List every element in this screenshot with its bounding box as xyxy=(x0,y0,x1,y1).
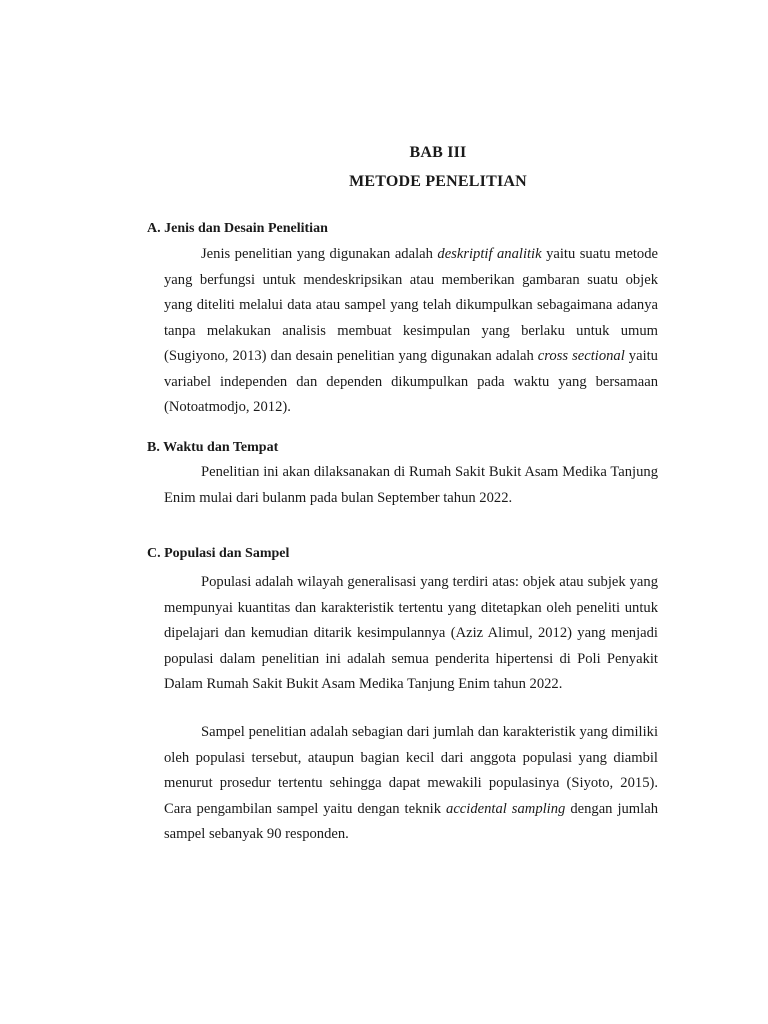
paragraph-sampel xyxy=(164,720,658,848)
italic-term-cross-sectional: cross sectional xyxy=(537,348,625,364)
italic-term-accidental-sampling: accidental sampling xyxy=(446,800,566,817)
paragraph-text: yaitu variabel independen dan dependen dikumpulkan pada waktu yang bersamaan (Notoatmodjo, 2012). xyxy=(164,348,658,415)
paragraph-populasi: Populasi adalah wilayah generalisasi yang terdiri atas: objek atau subjek yang mempunyai kuantitas dan karakteristik tertentu yang ditetapkan oleh peneliti untuk dipelajari dan kemudian ditarik kesimpulannya (Aziz Alimul, 2012) yang menjadi populasi dalam penelitian ini adalah semua penderita hipertensi di Poli Penyakit Dalam Rumah Sakit Bukit Asam Medika Tanjung Enim tahun 2022. xyxy=(164,574,658,692)
italic-term-deskriptif-analitik: deskriptif analitik xyxy=(437,246,542,262)
paragraph-jenis-penelitian xyxy=(164,242,658,421)
section-heading-populasi-sampel: C. Populasi dan Sampel xyxy=(147,546,290,561)
section-heading-jenis-desain: A. Jenis dan Desain Penelitian xyxy=(147,221,328,236)
paragraph-text: Sampel penelitian adalah sebagian dari jumlah dan karakteristik yang dimiliki oleh populasi tersebut, ataupun bagian kecil dari anggota populasi yang diambil menurut prosedur tertentu sehingga dapat mewakili populasinya (Siyoto, 2015). Cara pengambilan sampel yaitu dengan teknik xyxy=(164,724,658,817)
paragraph-text: yaitu suatu metode yang berfungsi untuk mendeskripsikan atau memberikan gambaran suatu objek yang diteliti melalui data atau sampel yang telah dikumpulkan sebagaimana adanya tanpa melakukan analisis membuat kesimpulan yang berlaku untuk umum (Sugiyono, 2013) dan desain penelitian yang digunakan adalah xyxy=(164,246,658,364)
paragraph-waktu-tempat: Penelitian ini akan dilaksanakan di Rumah Sakit Bukit Asam Medika Tanjung Enim mulai dari bulanm pada bulan September tahun 2022. xyxy=(164,464,658,506)
chapter-title: METODE PENELITIAN xyxy=(349,173,527,190)
paragraph-text: dengan jumlah sampel sebanyak 90 responden. xyxy=(164,800,658,842)
paragraph-text: Jenis penelitian yang digunakan adalah xyxy=(201,246,438,262)
chapter-number: BAB III xyxy=(409,144,467,161)
section-heading-waktu-tempat: B. Waktu dan Tempat xyxy=(147,440,279,455)
